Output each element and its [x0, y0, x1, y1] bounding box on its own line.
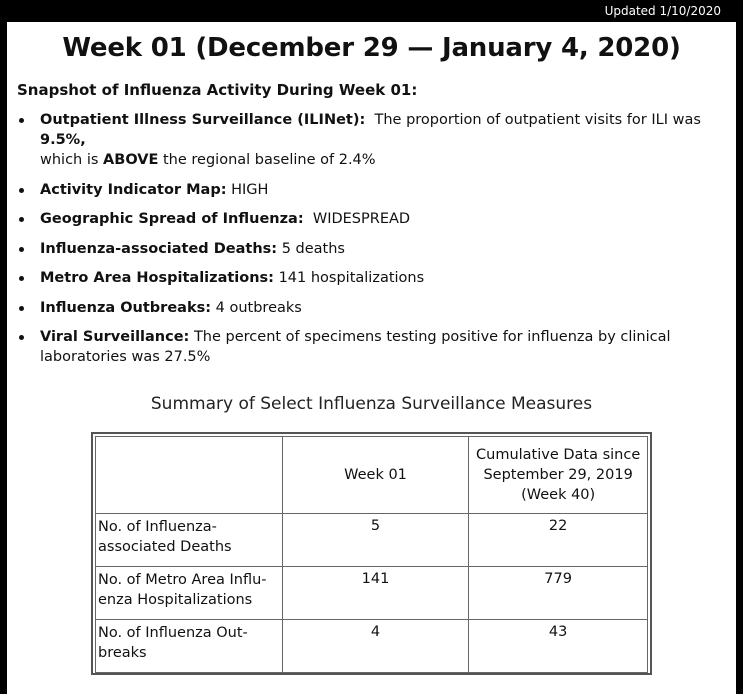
week-value: 4 — [282, 620, 469, 673]
list-item-outpatient — [17, 110, 729, 170]
table-row — [96, 620, 648, 673]
row-label — [96, 567, 283, 620]
snapshot-heading: Snapshot of Influenza Activity During Week 01: — [17, 81, 418, 99]
row-label-line: enza Hospitalizations — [98, 592, 253, 608]
table-caption: Summary of Select Influenza Surveillance Measures — [150, 394, 593, 414]
row-label — [96, 620, 283, 673]
row-label-line: associated Deaths — [98, 539, 232, 555]
outpatient-text-mid: which is — [40, 152, 104, 168]
cumulative-value: 779 — [469, 567, 648, 620]
table-header-row — [96, 437, 648, 514]
header-cumulative-line: Cumulative Data since — [476, 447, 641, 463]
outbreaks-label: Influenza Outbreaks: — [40, 299, 212, 316]
snapshot-list — [17, 110, 729, 377]
deaths-value: 5 deaths — [281, 240, 345, 257]
spread-value: WIDESPREAD — [312, 211, 411, 227]
outpatient-text-before: The proportion of outpatient visits for ILI was — [374, 112, 701, 128]
activity-map-label: Activity Indicator Map: — [40, 181, 227, 198]
activity-map-value: HIGH — [231, 181, 269, 198]
list-item-activity-map — [17, 180, 729, 200]
top-bar — [0, 0, 743, 22]
header-cell-blank — [96, 437, 283, 514]
outpatient-value: 9.5%, — [40, 132, 86, 148]
list-item-spread — [17, 209, 729, 229]
list-item-hospitalizations — [17, 268, 729, 288]
header-cell-cumulative — [469, 437, 648, 514]
summary-table-frame — [91, 432, 652, 675]
cumulative-value: 22 — [469, 514, 648, 567]
header-cumulative-line: September 29, 2019 — [483, 467, 633, 483]
list-item-outbreaks — [17, 298, 729, 318]
week-value: 5 — [282, 514, 469, 567]
row-label-line: No. of Influenza Out- — [98, 625, 248, 641]
header-cumulative-line: (Week 40) — [521, 487, 596, 503]
row-label-line: No. of Influenza- — [98, 519, 217, 535]
hospitalizations-value: 141 hospitalizations — [278, 270, 425, 286]
list-item-deaths — [17, 239, 729, 259]
hospitalizations-label: Metro Area Hospitalizations: — [40, 270, 274, 286]
updated-date: Updated 1/10/2020 — [604, 4, 721, 18]
viral-value: The percent of specimens testing positive for influenza by clinical laboratories was 27.5% — [40, 329, 671, 365]
page-title: Week 01 (December 29 — January 4, 2020) — [62, 33, 681, 63]
row-label-line: No. of Metro Area Influ- — [98, 572, 267, 588]
table-row — [96, 514, 648, 567]
deaths-label: Influenza-associated Deaths: — [40, 240, 278, 257]
outbreaks-value: 4 outbreaks — [215, 299, 302, 316]
viral-label: Viral Surveillance: — [40, 329, 190, 345]
outpatient-emphasis: ABOVE — [103, 152, 159, 168]
row-label — [96, 514, 283, 567]
row-label-line: breaks — [98, 645, 147, 661]
table-row — [96, 567, 648, 620]
cumulative-value: 43 — [469, 620, 648, 673]
header-cell-week: Week 01 — [282, 437, 469, 514]
outpatient-label: Outpatient Illness Surveillance (ILINet): — [40, 112, 366, 128]
outpatient-text-after: the regional baseline of 2.4% — [158, 152, 376, 168]
summary-table — [95, 436, 648, 673]
week-value: 141 — [282, 567, 469, 620]
spread-label: Geographic Spread of Influenza: — [40, 211, 304, 227]
list-item-viral — [17, 327, 729, 367]
